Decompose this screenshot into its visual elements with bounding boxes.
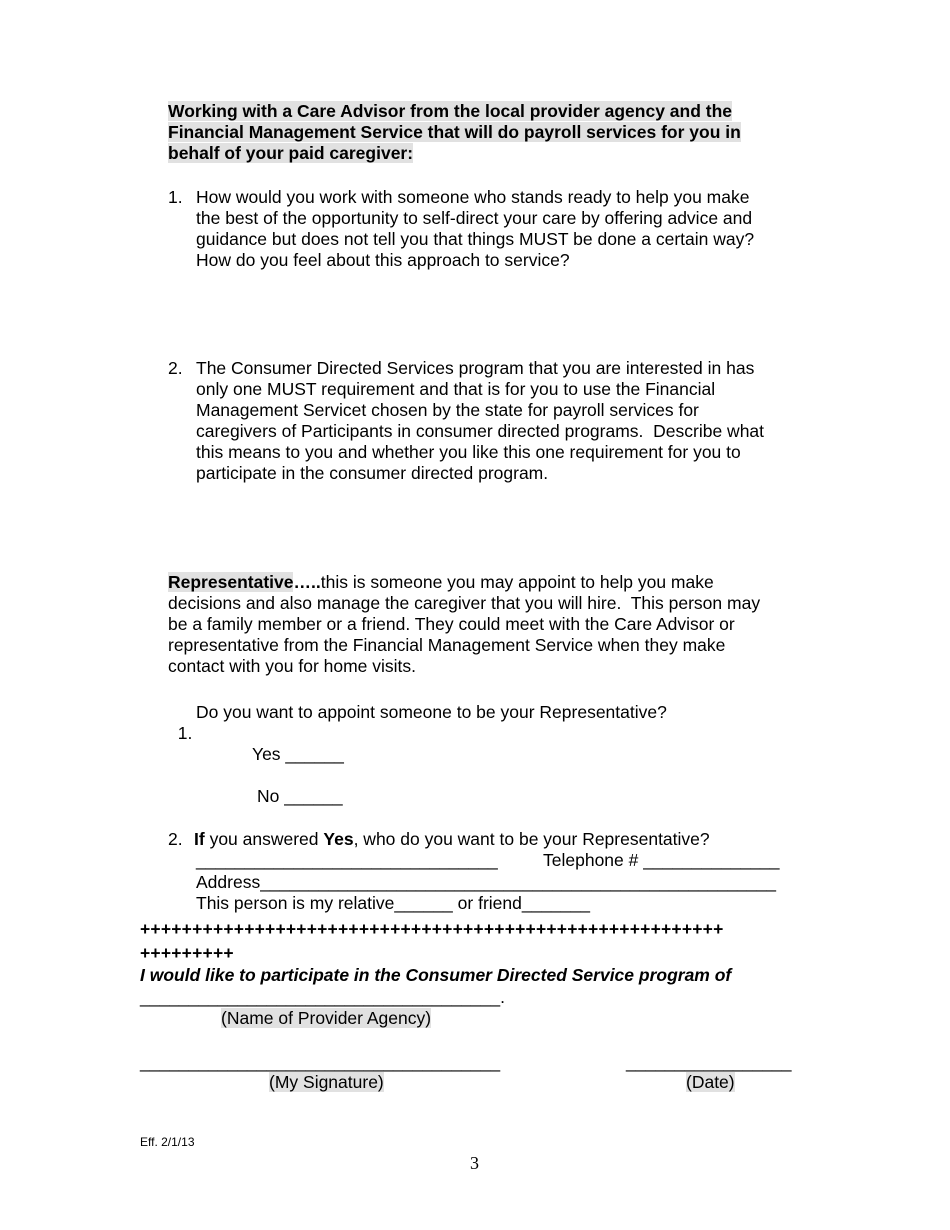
representative-question-2-text — [194, 829, 710, 850]
intro-line: decisions and also manage the caregiver that you will hire. This person may — [168, 593, 761, 613]
representative-question-2-number: 2. — [168, 829, 183, 849]
question-line: this means to you and whether you like this one requirement for you to — [196, 442, 741, 462]
intro-line: contact with you for home visits. — [168, 656, 417, 676]
intro-line: be a family member or a friend. They could meet with the Care Advisor or — [168, 614, 735, 634]
signature-label: (My Signature) — [269, 1072, 384, 1092]
plus-divider-row-1: ++++++++++++++++++++++++++++++++++++++++++++++++++++++++ — [140, 919, 724, 939]
representative-question-1-text: Do you want to appoint someone to be your Representative? — [196, 702, 667, 722]
provider-agency-field[interactable]: _____________________________________. — [140, 987, 505, 1007]
q2-mid: you answered — [204, 829, 324, 849]
signature-field[interactable]: _____________________________________ — [140, 1052, 501, 1072]
intro-line: representative from the Financial Management Service when they make — [168, 635, 726, 655]
question-line: How do you feel about this approach to service? — [196, 250, 570, 270]
yes-word: Yes — [323, 829, 354, 849]
page-number: 3 — [470, 1153, 479, 1173]
date-label: (Date) — [686, 1072, 735, 1092]
question-line: only one MUST requirement and that is for you to use the Financial — [196, 379, 716, 399]
question-number: 1. — [177, 723, 193, 743]
heading-line: Financial Management Service that will do payroll services for you in — [168, 122, 741, 142]
question-1 — [168, 187, 828, 271]
question-2 — [168, 358, 828, 484]
q2-rest: , who do you want to be your Representative? — [353, 829, 710, 849]
question-line: The Consumer Directed Services program that you are interested in has — [196, 358, 755, 378]
question-number: 2. — [168, 358, 183, 378]
effective-date: Eff. 2/1/13 — [140, 1135, 195, 1149]
no-field[interactable]: No ______ — [257, 786, 343, 806]
representative-name-field[interactable]: _______________________________ — [196, 850, 498, 870]
representative-title: Representative — [168, 572, 294, 592]
date-field[interactable]: _________________ — [626, 1052, 792, 1072]
relation-field[interactable]: This person is my relative______ or friend_______ — [196, 893, 590, 913]
question-line: the best of the opportunity to self-direct your care by offering advice and — [196, 208, 753, 228]
section-heading — [168, 101, 741, 164]
question-line: participate in the consumer directed program. — [196, 463, 549, 483]
heading-line: behalf of your paid caregiver: — [168, 143, 414, 163]
question-line: guidance but does not tell you that things MUST be done a certain way? — [196, 229, 755, 249]
question-number: 1. — [168, 187, 183, 207]
yes-field[interactable]: Yes ______ — [252, 744, 344, 764]
provider-agency-label: (Name of Provider Agency) — [221, 1008, 432, 1028]
telephone-field[interactable]: Telephone # ______________ — [543, 850, 780, 870]
if-word: If — [194, 829, 205, 849]
representative-question-1 — [168, 702, 192, 744]
intro-first-line: this is someone you may appoint to help you make — [320, 572, 714, 592]
question-line: How would you work with someone who stands ready to help you make — [196, 187, 750, 207]
representative-dots: ….. — [293, 572, 321, 592]
plus-divider-row-2: +++++++++ — [140, 943, 234, 963]
participation-statement: I would like to participate in the Consumer Directed Service program of — [140, 965, 732, 985]
question-line: Management Servicet chosen by the state for payroll services for — [196, 400, 699, 420]
heading-line: Working with a Care Advisor from the local provider agency and the — [168, 101, 733, 121]
address-field[interactable]: Address_____________________________________________________ — [196, 872, 777, 892]
question-line: caregivers of Participants in consumer directed programs. Describe what — [196, 421, 765, 441]
representative-intro — [168, 572, 760, 677]
